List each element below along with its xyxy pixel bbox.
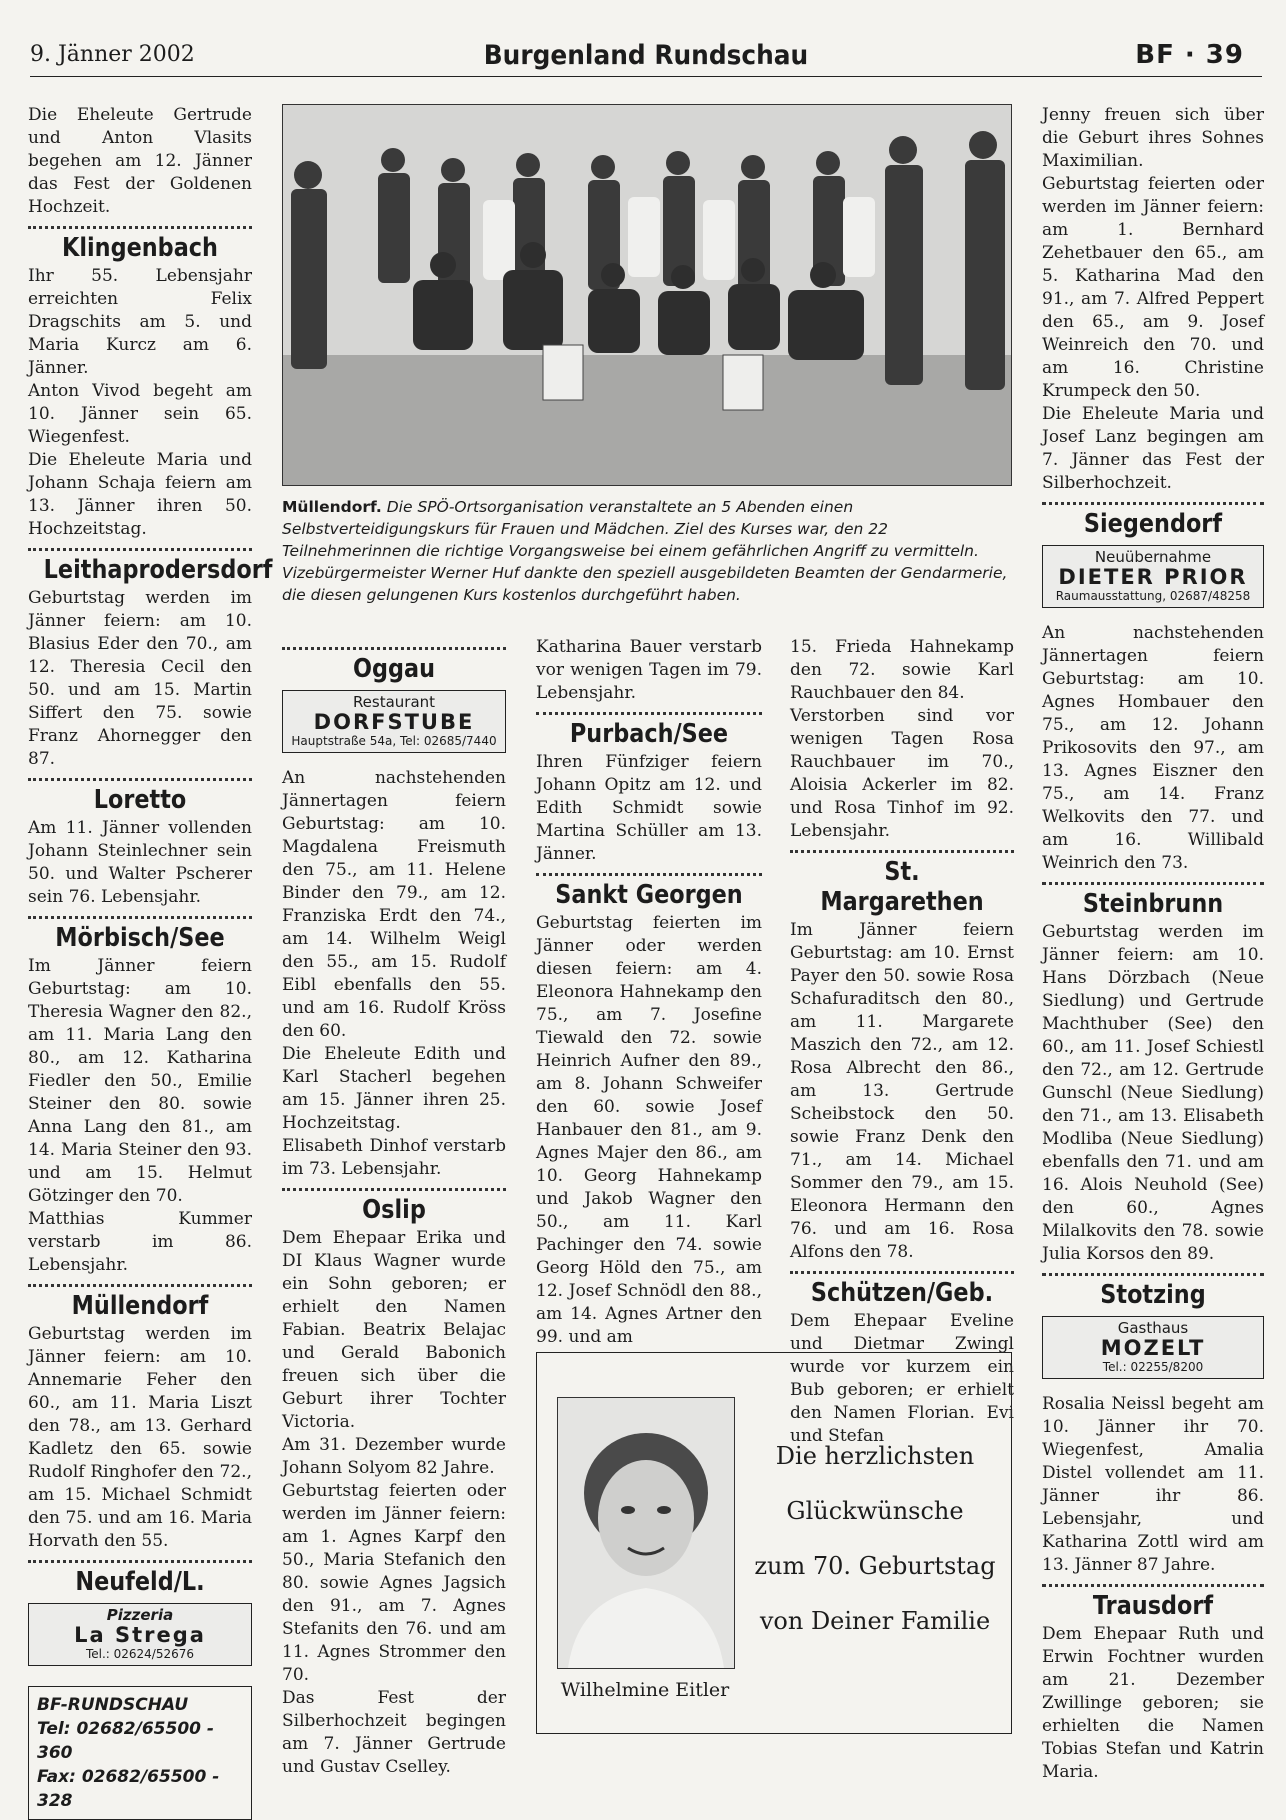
article-text: An nachstehenden Jännertagen feiern Geburtstag: am 10. Agnes Hombauer den 75., am 12. Johann Prikosovits den 97., am 13. Agnes Eiszner den 75., am 14. Franz Welkovits den 77. und am 16. Willibald Weinrich den 73. [1042,623,1264,873]
ad-line: La Strega [74,1623,206,1647]
section-heading-steinbrunn: Steinbrunn [1082,889,1224,919]
divider [282,647,506,650]
ad-line: Pizzeria [106,1606,174,1624]
divider [28,916,252,919]
article-text: Matthias Kummer verstarb im 86. Lebensjahr. [28,1209,252,1275]
section-heading-moerbisch: Mörbisch/See [55,923,225,953]
divider [28,226,252,229]
article-text: Am 11. Jänner vollenden Johann Steinlechner sein 50. und Walter Pscherer sein 76. Lebensjahr. [28,818,252,907]
article-text: Am 31. Dezember wurde Johann Solyom 82 Jahre. [282,1435,506,1478]
ad-line: MOZELT [1100,1336,1206,1360]
section-heading-sankt-georgen: Sankt Georgen [555,880,743,910]
article-text: Geburtstag feierten oder werden im Jänner feiern: am 1. Bernhard Zehetbauer den 65., am 5. Katharina Mad den 91., am 7. Alfred Peppert den 65., am 9. Josef Weinreich den 70. und am 16. Christine Krumpeck den 50. [1042,174,1264,401]
article-text: Katharina Bauer verstarb vor wenigen Tagen im 79. Lebensjahr. [536,637,762,703]
ad-dieter-prior [1042,545,1264,608]
divider [536,873,762,876]
portrait-name: Wilhelmine Eitler [560,1679,730,1701]
article-text: 15. Frieda Hahnekamp den 72. sowie Karl Rauchbauer den 84. [790,637,1014,703]
divider [282,1188,506,1191]
divider [1042,882,1264,885]
article-text: Geburtstag feierten im Jänner oder werden diesen feiern: am 4. Eleonora Hahnekamp den 75., am 7. Josefine Tiewald den 72. sowie Heinrich Aufner den 89., am 8. Johann Schweifer den 60. sowie Josef Hanbauer den 81., am 9. Agnes Majer den 86., am 10. Georg Hahnekamp und Jakob Wagner den 50., am 11. Karl Pachinger den 74. sowie Georg Höld den 75., am 12. Josef Schnödl den 88., am 14. Agnes Artner den 99. und am [536,913,762,1347]
section-heading-loretto: Loretto [93,785,187,815]
birthday-greeting-box [536,1352,1012,1734]
group-photo [282,104,1012,486]
article-text: Dem Ehepaar Ruth und Erwin Fochtner wurden am 21. Dezember Zwillinge geboren; sie erhielten die Namen Tobias Stefan und Katrin Maria. [1042,1624,1264,1782]
article-text: Geburtstag werden im Jänner feiern: am 10. Annemarie Feher den 60., am 11. Maria Liszt den 78., am 13. Gerhard Kadletz den 65. sowie Rudolf Ringhofer den 72., am 15. Michael Schmidt den 75. und am 16. Maria Horvath den 55. [28,1324,252,1551]
contact-tel: Tel: 02682/65500 - 360 [37,1719,214,1763]
contact-fax: Fax: 02682/65500 - 328 [37,1767,220,1811]
column-1 [28,104,273,1820]
article-text: Geburtstag werden im Jänner feiern: am 10. Blasius Eder den 70., am 12. Theresia Cecil den 50. und am 15. Martin Siffert den 75. sowie Franz Ahornegger den 87. [28,588,252,769]
ad-line: DORFSTUBE [313,710,475,734]
ad-pizzeria [28,1603,252,1666]
ad-line: Neuübernahme [1094,548,1212,566]
portrait-illustration [558,1398,734,1668]
page-header [30,40,1262,77]
caption-place: Müllendorf. [282,498,382,516]
divider [28,1560,252,1563]
section-heading-leithaprodersdorf: Leithaprodersdorf [43,555,273,585]
column-3 [536,636,762,1349]
section-heading-purbach: Purbach/See [569,719,729,749]
article-text: Ihren Fünfziger feiern Johann Opitz am 12. und Edith Schmidt sowie Martina Schüller am 13. Jänner. [536,752,762,864]
article-text: Das Fest der Silberhochzeit begingen am 7. Jänner Gertrude und Gustav Cselley. [282,1688,506,1777]
section-heading-oslip: Oslip [362,1195,426,1225]
ad-line: Tel.: 02624/52676 [85,1647,195,1661]
divider [28,548,252,551]
ad-line: Raumausstattung, 02687/48258 [1055,589,1251,603]
section-heading-muellendorf: Müllendorf [71,1291,209,1321]
ad-line: DIETER PRIOR [1058,565,1248,589]
caption-text: Die SPÖ-Ortsorganisation veranstaltete an 5 Abenden einen Selbstverteidigungskurs für Frauen und Mädchen. Ziel des Kurses war, den 22 Teilnehmerinnen die richtige Vorgangsweise bei einem gefährlichen Angriff zu vermitteln. Vizebürgermeister Werner Huf dankte den speziell ausgebildeten Beamten der Gendarmerie, die diesen gelungenen Kurs kostenlos durchgeführt haben. [282,498,1008,604]
column-2 [282,640,506,1779]
article-text: Die Eheleute Gertrude und Anton Vlasits begehen am 12. Jänner das Fest der Goldenen Hochzeit. [28,105,252,217]
article-text: Im Jänner feiern Geburtstag: am 10. Theresia Wagner den 82., am 11. Maria Lang den 80., am 12. Katharina Fiedler den 50., Emilie Steiner den 80. sowie Anna Lang den 81., am 14. Maria Steiner den 93. und am 15. Helmut Götzinger den 70. [28,956,252,1206]
newspaper-title: Burgenland Rundschau [483,40,809,71]
article-text: Im Jänner feiern Geburtstag: am 10. Ernst Payer den 50. sowie Rosa Schafuraditsch den 80., am 11. Margarete Maszich den 72., am 12. Rosa Albrecht den 86., am 13. Gertrude Scheibstock den 50. sowie Franz Denk den 71., am 14. Michael Sommer den 79., am 15. Eleonora Hermann den 76. und am 16. Rosa Alfons den 78. [790,920,1014,1262]
divider [1042,1584,1264,1587]
section-heading-schuetzen: Schützen/Geb. [810,1278,994,1308]
divider [28,1284,252,1287]
section-heading-neufeld: Neufeld/L. [75,1567,205,1597]
article-text: Rosalia Neissl begeht am 10. Jänner ihr 70. Wiegenfest, Amalia Distel vollendet am 11. Jänner ihr 86. Lebensjahr, und Katharina Zottl wird am 13. Jänner 87 Jahre. [1042,1394,1264,1575]
greeting-line: zum 70. Geburtstag [754,1552,996,1580]
section-heading-stotzing: Stotzing [1100,1280,1206,1310]
greeting-line: Die herzlichsten [775,1442,975,1470]
article-text: Dem Ehepaar Eveline und Dietmar Zwingl wurde vor kurzem ein Bub geboren; er erhielt den Namen Florian. Evi und Stefan [790,1311,1014,1446]
page-number: BF · 39 [1135,40,1244,70]
article-text: Verstorben sind vor wenigen Tagen Rosa Rauchbauer im 70., Aloisia Ackerler im 82. und Rosa Tinhof im 92. Lebensjahr. [790,706,1014,841]
divider [790,850,1014,853]
article-text: Die Eheleute Maria und Johann Schaja feiern am 13. Jänner ihren 50. Hochzeitstag. [28,450,252,539]
article-text: Geburtstag werden im Jänner feiern: am 10. Hans Dörzbach (Neue Siedlung) und Gertrude Machthuber (See) den 60., am 11. Josef Schiestl den 72., am 12. Gertrude Gunschl (Neue Siedlung) den 71., am 13. Elisabeth Modliba (Neue Siedlung) ebenfalls den 71. und am 16. Alois Neuhold (See) den 60., Agnes Milalkovits den 78. sowie Julia Korsos den 89. [1042,922,1264,1264]
photo-caption [282,496,1010,606]
portrait-photo [557,1397,735,1669]
ad-line: Restaurant [352,693,436,711]
article-text: Jenny freuen sich über die Geburt ihres Sohnes Maximilian. [1042,105,1264,171]
divider [1042,1273,1264,1276]
section-heading-oggau: Oggau [352,654,436,684]
issue-date: 9. Jänner 2002 [30,42,195,67]
article-text: Die Eheleute Edith und Karl Stacherl begehen am 15. Jänner ihren 25. Hochzeitstag. [282,1044,506,1133]
article-text: Ihr 55. Lebensjahr erreichten Felix Dragschits am 5. und Maria Kurcz am 6. Jänner. [28,266,252,378]
greeting-line: Glückwünsche [786,1497,964,1525]
greeting-text [747,1429,1003,1649]
greeting-line: von Deiner Familie [759,1607,991,1635]
section-heading-siegendorf: Siegendorf [1083,509,1223,539]
ad-line: Tel.: 02255/8200 [1102,1360,1204,1374]
article-text: Geburtstag feierten oder werden im Jänner feiern: am 1. Agnes Karpf den 50., Maria Stefanich den 80. sowie Agnes Jagsich den 91., am 7. Agnes Stefanits den 76. und am 11. Agnes Strommer den 70. [282,1481,506,1685]
divider [536,712,762,715]
article-text: An nachstehenden Jännertagen feiern Geburtstag: am 10. Magdalena Freismuth den 75., am 11. Helene Binder den 79., am 12. Franziska Erdt den 74., am 14. Wilhelm Weigl den 55., am 15. Rudolf Eibl ebenfalls den 55. und am 16. Rudolf Kröss den 60. [282,768,506,1041]
section-heading-trausdorf: Trausdorf [1092,1591,1214,1621]
column-5 [1042,104,1264,1784]
ad-line: Hauptstraße 54a, Tel: 02685/7440 [291,734,497,748]
column-4 [790,636,1014,1448]
article-text: Elisabeth Dinhof verstarb im 73. Lebensjahr. [282,1136,506,1179]
group-photo-illustration [283,105,1011,485]
divider [28,778,252,781]
contact-title: BF-RUNDSCHAU [37,1695,189,1715]
article-text: Dem Ehepaar Erika und DI Klaus Wagner wurde ein Sohn geboren; er erhielt den Namen Fabian. Beatrix Belajac und Gerald Babonich freuen sich über die Geburt ihrer Tochter Victoria. [282,1228,506,1432]
article-text: Die Eheleute Maria und Josef Lanz begingen am 7. Jänner das Fest der Silberhochzeit. [1042,404,1264,493]
ad-dorfstube [282,690,506,753]
ad-gasthaus-mozelt [1042,1316,1264,1379]
ad-line: Gasthaus [1117,1319,1189,1337]
section-heading-klingenbach: Klingenbach [62,233,218,263]
article-text: Anton Vivod begeht am 10. Jänner sein 65. Wiegenfest. [28,381,252,447]
section-heading-st-margarethen: St. Margarethen [820,857,984,917]
divider [1042,502,1264,505]
divider [790,1271,1014,1274]
